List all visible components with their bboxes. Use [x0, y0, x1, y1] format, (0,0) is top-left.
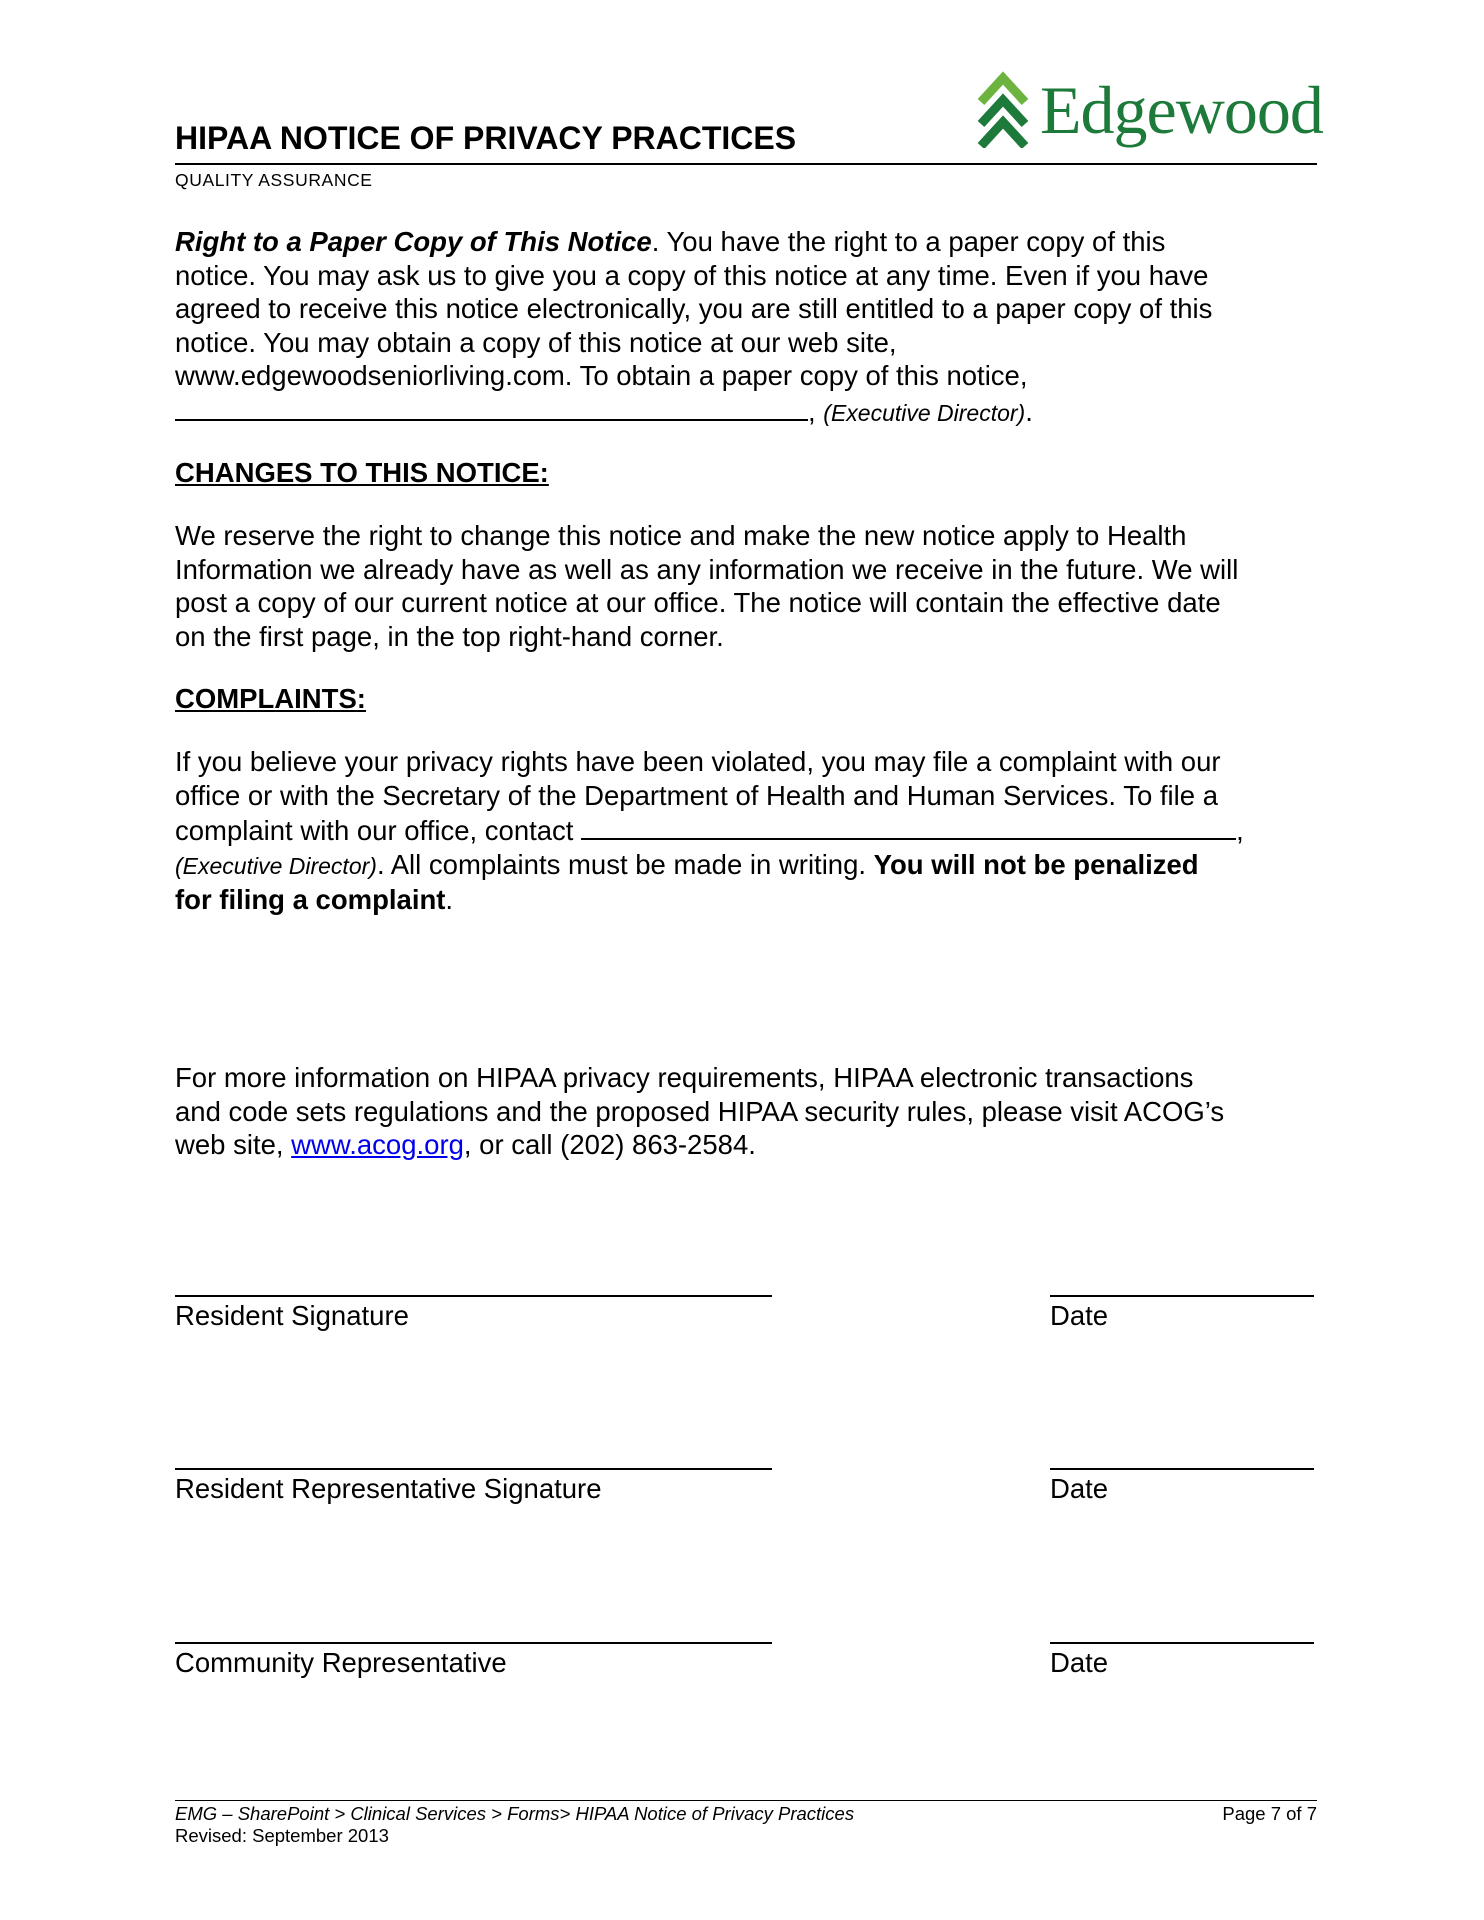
- complaints-line3: complaint with our office, contact: [175, 815, 574, 846]
- more-info-line2: and code sets regulations and the proposed HIPAA security rules, please visit ACOG’s: [175, 1095, 1225, 1127]
- changes-section: [175, 519, 1320, 653]
- paper-copy-section: Right to a Paper Copy of This Notice. You have the right to a paper copy of this notice. You may ask us to give you a copy of this notice at any time. Even if you have agreed to receive this notice electronically, you are still entitled to a paper copy of this notice. You may obtain a copy of this notice at our web site, www.edgewoodseniorliving.com. To obtain a paper copy of this notice, , (Executive Director).: [175, 225, 1320, 430]
- representative-date-line[interactable]: [1050, 1468, 1314, 1470]
- acog-link[interactable]: www.acog.org: [291, 1129, 464, 1160]
- complaints-line4: . All complaints must be made in writing.: [376, 848, 874, 880]
- resident-signature-label: Resident Signature: [175, 1300, 409, 1331]
- paper-copy-lead: Right to a Paper Copy of This Notice: [175, 226, 652, 257]
- complaints-bold1: You will not be penalized: [873, 848, 1199, 880]
- paper-copy-line2: notice. You may ask us to give you a copy of this notice at any time. Even if you have: [175, 259, 1209, 291]
- footer-revised: Revised: September 2013: [175, 1825, 389, 1846]
- department-label: QUALITY ASSURANCE: [175, 170, 373, 190]
- chevron-logo-icon: [975, 68, 1031, 148]
- header-divider: [175, 163, 1317, 165]
- community-signature-line[interactable]: [175, 1642, 772, 1644]
- changes-heading: CHANGES TO THIS NOTICE:: [175, 457, 549, 488]
- resident-date-label: Date: [1050, 1300, 1109, 1331]
- complaints-bold2: for filing a complaint: [175, 884, 446, 915]
- more-info-line3-pre: web site,: [175, 1129, 292, 1160]
- more-info-line1: For more information on HIPAA privacy requirements, HIPAA electronic transactions: [175, 1062, 1194, 1093]
- executive-director-role: (Executive Director): [823, 399, 1026, 426]
- paper-copy-line3: agreed to receive this notice electronically, you are still entitled to a paper copy of this: [175, 293, 1213, 324]
- community-date-label: Date: [1050, 1647, 1109, 1678]
- paper-copy-line5: www.edgewoodseniorliving.com. To obtain a paper copy of this notice,: [175, 360, 1028, 391]
- complaints-section: If you believe your privacy rights have been violated, you may file a complaint with our office or with the Secretary of the Department of Health and Human Services. To file a complaint with our office, contact , (Executive Director). All complaints must be made in writing. You will not be penalized for filing a complaint.: [175, 745, 1320, 917]
- changes-line2: Information we already have as well as any information we receive in the future. We will: [175, 553, 1239, 585]
- paper-copy-line4: notice. You may obtain a copy of this notice at our web site,: [175, 326, 897, 358]
- complaints-role: (Executive Director): [175, 852, 377, 879]
- footer-path: EMG – SharePoint > Clinical Services > Forms> HIPAA Notice of Privacy Practices: [175, 1803, 855, 1824]
- footer-divider: [175, 1800, 1317, 1801]
- paper-copy-line1: . You have the right to a paper copy of this: [651, 226, 1166, 257]
- executive-director-blank[interactable]: [175, 393, 808, 421]
- changes-line4: on the first page, in the top right-hand corner.: [175, 620, 724, 652]
- complaints-line2: office or with the Secretary of the Department of Health and Human Services. To file a: [175, 779, 1218, 811]
- representative-signature-line[interactable]: [175, 1468, 772, 1470]
- logo-wordmark: Edgewood: [1040, 72, 1323, 148]
- edgewood-logo: [975, 62, 1323, 162]
- page-title: HIPAA NOTICE OF PRIVACY PRACTICES: [175, 120, 797, 156]
- changes-line3: post a copy of our current notice at our office. The notice will contain the effective date: [175, 587, 1221, 618]
- more-info-line3-post: , or call (202) 863-2584.: [463, 1129, 756, 1160]
- complaint-contact-blank[interactable]: [581, 812, 1236, 840]
- community-date-line[interactable]: [1050, 1642, 1314, 1644]
- representative-date-label: Date: [1050, 1473, 1109, 1504]
- complaints-line1: If you believe your privacy rights have been violated, you may file a complaint with our: [175, 746, 1221, 777]
- changes-line1: We reserve the right to change this notice and make the new notice apply to Health: [175, 520, 1187, 551]
- resident-date-line[interactable]: [1050, 1295, 1314, 1297]
- community-signature-label: Community Representative: [175, 1647, 507, 1678]
- complaints-heading: COMPLAINTS:: [175, 683, 366, 714]
- resident-signature-line[interactable]: [175, 1295, 772, 1297]
- representative-signature-label: Resident Representative Signature: [175, 1473, 602, 1504]
- more-info-section: [175, 1061, 1320, 1162]
- page-number: Page 7 of 7: [1222, 1803, 1317, 1824]
- footer-info: [175, 1803, 854, 1847]
